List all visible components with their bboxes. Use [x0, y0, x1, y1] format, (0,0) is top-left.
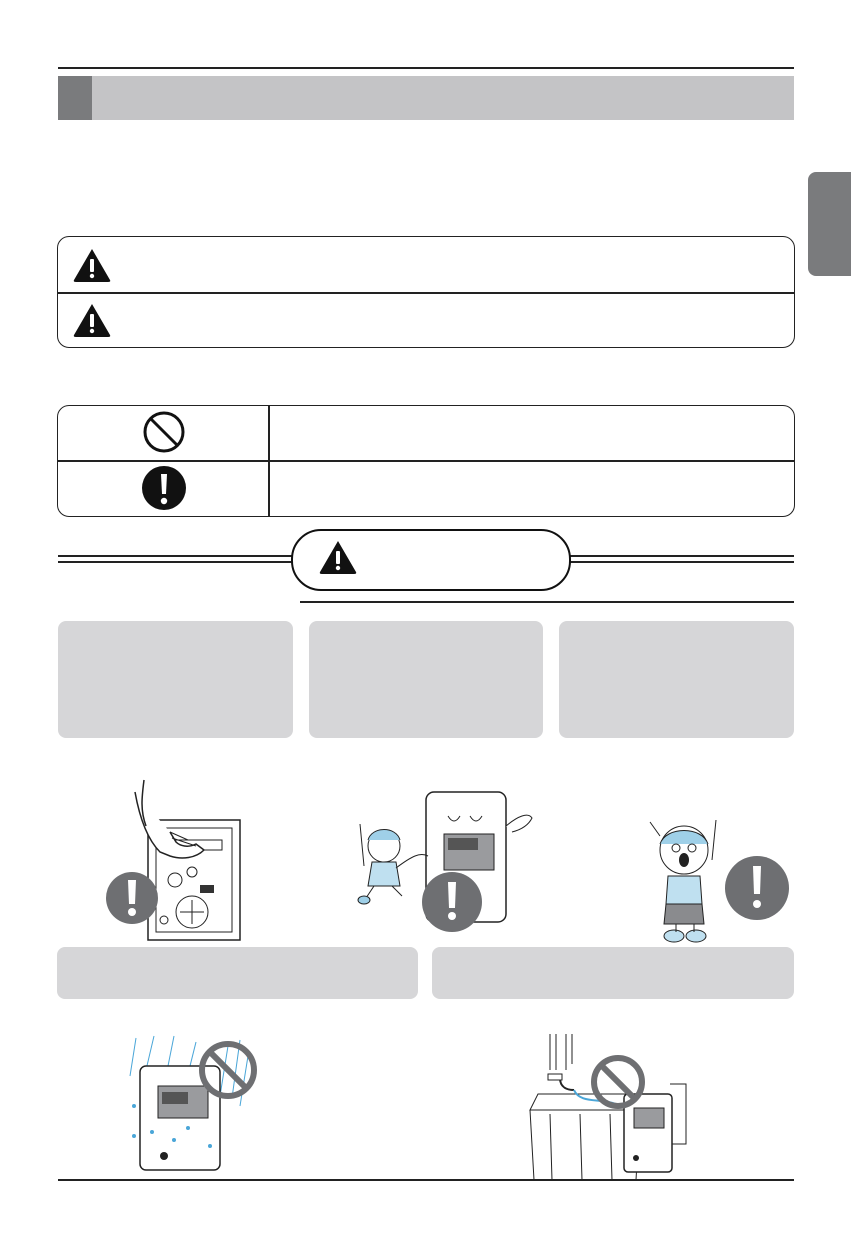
- warning-triangle-icon: [318, 539, 358, 575]
- controller-in-rain-illustration: [124, 1036, 254, 1176]
- symbol-legend-divider: [58, 460, 794, 462]
- warning-triangle-icon: [72, 247, 112, 283]
- caution-card-3: [559, 621, 794, 738]
- caution-rule-left-top: [58, 555, 292, 557]
- caution-rule-right-top: [566, 555, 794, 557]
- caution-rule-right-bottom: [566, 561, 794, 563]
- top-rule: [58, 67, 794, 69]
- section-title-marker: [58, 76, 92, 120]
- wide-card-1: [57, 947, 418, 999]
- wide-card-2: [432, 947, 794, 999]
- warning-legend-divider: [58, 292, 794, 294]
- caution-card-1: [58, 621, 293, 738]
- prohibition-icon: [142, 410, 186, 454]
- surprised-girl-illustration: [640, 820, 790, 950]
- language-side-tab: [808, 172, 851, 276]
- symbol-legend-column-divider: [268, 405, 270, 517]
- caution-rule-left-bottom: [58, 561, 292, 563]
- warning-triangle-icon: [72, 302, 112, 338]
- caution-card-2: [309, 621, 543, 738]
- mandatory-action-icon: [141, 465, 187, 511]
- section-title-bar: [58, 76, 794, 120]
- girl-and-controller-illustration: [352, 786, 542, 936]
- hand-on-board-illustration: [100, 780, 260, 945]
- caution-underline: [300, 601, 794, 603]
- bottom-rule: [58, 1179, 794, 1181]
- controller-near-sink-illustration: [520, 1034, 700, 1180]
